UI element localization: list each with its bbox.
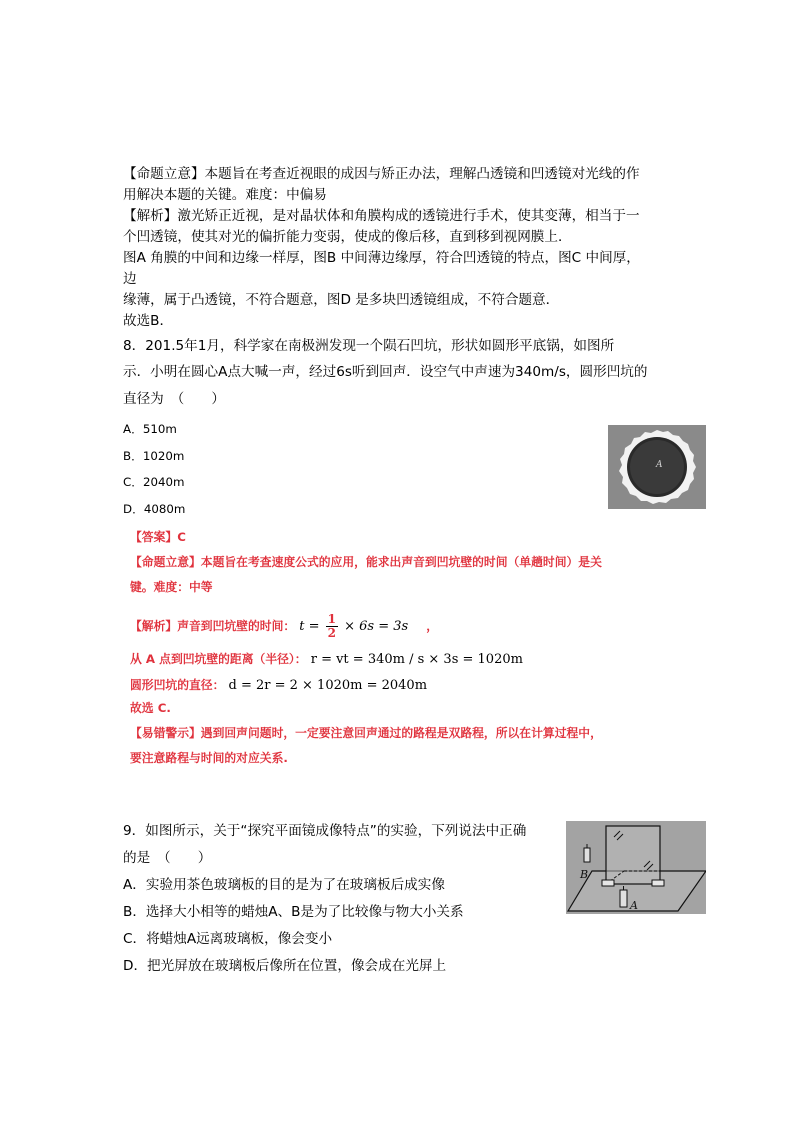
- crater-label-a: A: [656, 460, 663, 470]
- q9-option-a: A．实验用茶色玻璃板的目的是为了在玻璃板后成实像: [123, 877, 445, 893]
- candle-b-label: B: [580, 868, 589, 881]
- q8-intent-line-1: 【命题立意】本题旨在考查速度公式的应用，能求出声音到凹坑壁的时间（单趟时间）是关: [130, 555, 602, 569]
- q8-conclusion: 故选 C.: [130, 701, 171, 715]
- q7-intent-line-1: 【命题立意】本题旨在考查近视眼的成因与矫正办法，理解凸透镜和凹透镜对光线的作: [123, 166, 640, 182]
- crater-figure: [608, 425, 706, 509]
- candle-a-label: A: [630, 899, 638, 912]
- q9-option-b: B．选择大小相等的蜡烛A、B是为了比较像与物大小关系: [123, 904, 464, 920]
- q8-intent-line-2: 键。难度：中等: [130, 580, 213, 594]
- q7-analysis-line-5: 缘薄，属于凸透镜，不符合题意，图D 是多块凹透镜组成，不符合题意．: [123, 292, 560, 308]
- q9-stem-line-2: 的是 （ ）: [123, 850, 212, 866]
- q8-stem-line-1: 8．201.5年1月，科学家在南极洲发现一个陨石凹坑，形状如圆形平底锅，如图所: [123, 338, 615, 354]
- q7-intent-line-2: 用解决本题的关键。难度：中偏易: [123, 187, 327, 203]
- q8-fraction-numerator: 1: [327, 612, 336, 626]
- q8-warning-line-2: 要注意路程与时间的对应关系.: [130, 751, 288, 765]
- q9-option-d: D．把光屏放在玻璃板后像所在位置，像会成在光屏上: [123, 958, 447, 974]
- q8-analysis: [130, 612, 438, 641]
- q7-analysis-line-1: 【解析】激光矫正近视，是对晶状体和角膜构成的透镜进行手术，使其变薄，相当于一: [123, 208, 640, 224]
- q8-diameter-line: [130, 676, 427, 695]
- crater-illustration: [608, 425, 706, 509]
- plane-mirror-figure: [566, 821, 706, 914]
- q8-analysis-comma: ，: [426, 619, 439, 633]
- q8-analysis-t: t =: [299, 619, 320, 634]
- q8-option-c: C．2040m: [123, 475, 185, 489]
- q8-stem-line-2: 示．小明在圆心A点大喊一声，经过6s听到回声．设空气中声速为340m/s，圆形凹坑的: [123, 364, 648, 380]
- q8-analysis-rest: × 6s = 3s: [344, 619, 409, 634]
- plane-mirror-illustration: [566, 821, 706, 914]
- q8-option-b: B．1020m: [123, 449, 185, 463]
- q9-stem-line-1: 9．如图所示，关于“探究平面镜成像特点”的实验，下列说法中正确: [123, 823, 527, 839]
- q8-option-a: A．510m: [123, 422, 177, 436]
- q8-analysis-prefix: 【解析】声音到凹坑壁的时间：: [130, 619, 296, 633]
- q8-diameter-prefix: 圆形凹坑的直径：: [130, 678, 225, 692]
- q8-radius-prefix: 从 A 点到凹坑壁的距离（半径）：: [130, 652, 307, 666]
- q8-radius-formula: r = vt = 340m / s × 3s = 1020m: [310, 652, 523, 667]
- q8-fraction-denominator: 2: [327, 626, 336, 640]
- q7-analysis-line-4: 边: [123, 271, 137, 287]
- q7-analysis-line-2: 个凹透镜，使其对光的偏折能力变弱，使成的像后移，直到移到视网膜上．: [123, 229, 572, 245]
- q7-analysis-line-3: 图A 角膜的中间和边缘一样厚，图B 中间薄边缘厚，符合凹透镜的特点，图C 中间厚，: [123, 250, 640, 266]
- q7-conclusion: 故选B．: [123, 313, 174, 329]
- q8-warning-line-1: 【易错警示】遇到回声问题时，一定要注意回声通过的路程是双路程，所以在计算过程中，: [130, 726, 602, 740]
- q8-radius-line: [130, 650, 523, 669]
- q8-option-d: D．4080m: [123, 502, 186, 516]
- q8-answer: 【答案】C: [130, 530, 186, 544]
- q8-stem-line-3: 直径为 （ ）: [123, 391, 225, 407]
- q9-option-c: C．将蜡烛A远离玻璃板，像会变小: [123, 931, 333, 947]
- q8-diameter-formula: d = 2r = 2 × 1020m = 2040m: [228, 678, 428, 693]
- q8-fraction: [326, 613, 338, 640]
